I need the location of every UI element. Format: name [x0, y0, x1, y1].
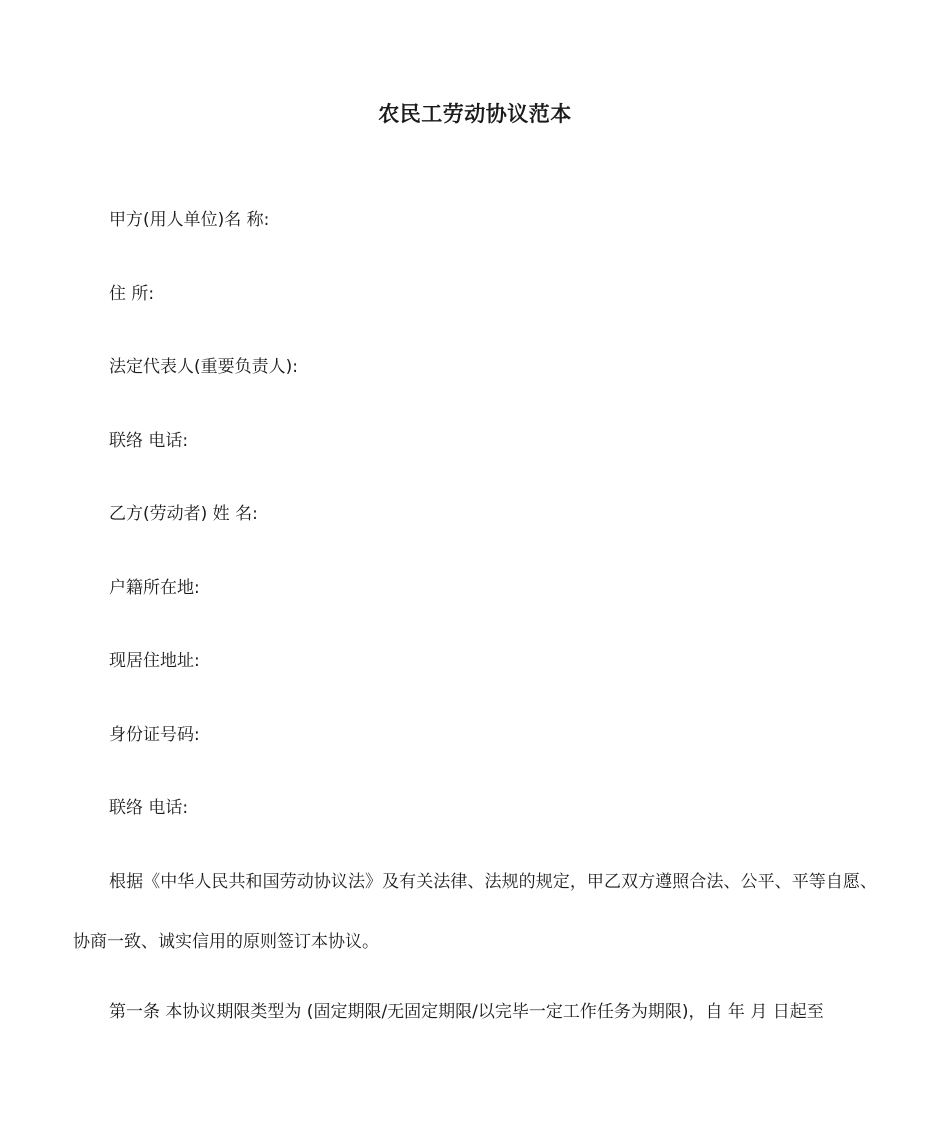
intro-paragraph: 根据《中华人民共和国劳动协议法》及有关法律、法规的规定，甲乙双方遵照合法、公平、平等自愿、协商一致、诚实信用的原则签订本协议。 — [73, 872, 877, 952]
document-title: 农民工劳动协议范本 — [378, 102, 572, 126]
field-employee-phone: 联络 电话: — [109, 798, 189, 818]
field-employer-phone: 联络 电话: — [109, 431, 189, 451]
field-legal-representative: 法定代表人(重要负责人): — [109, 357, 298, 377]
field-employer-name: 甲方(用人单位)名 称: — [109, 210, 270, 230]
field-employee-name: 乙方(劳动者) 姓 名: — [109, 504, 258, 524]
field-id-number: 身份证号码: — [109, 725, 200, 745]
field-current-address: 现居住地址: — [109, 651, 200, 671]
article-one-paragraph: 第一条 本协议期限类型为 (固定期限/无固定期限/以完毕一定工作任务为期限)，自 年 月 日起至 — [109, 1002, 824, 1022]
field-household-registration: 户籍所在地: — [109, 578, 200, 598]
field-employer-address: 住 所: — [109, 284, 155, 304]
